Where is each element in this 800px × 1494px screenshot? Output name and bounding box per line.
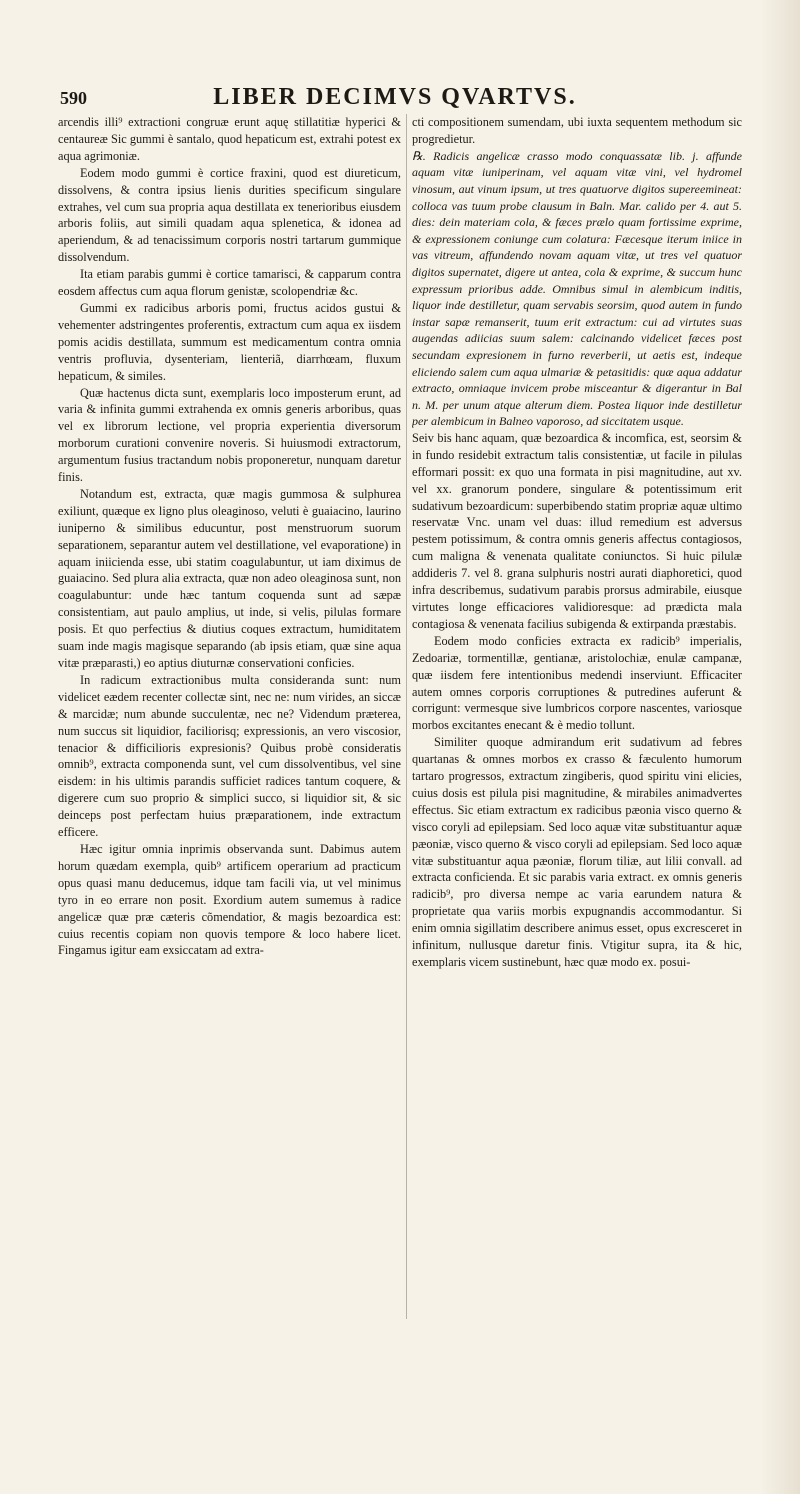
right-column-paragraph: ℞. Radicis angelicæ crasso modo conquassatæ lib. j. affunde aquam vitæ iuniperinam, vel aquam vitæ vini, vel hydromel vinosum, aut vinum ipsum, ut tres quatuorve digitos supereemineat: colloca vas tuum probe clausum in Baln. Mar. calido per 4. aut 5. dies: dein materiam cola, & fæces prælo quam fortissime exprime, & expressionem coniunge cum colatura: Fæcesque iterum iniice in vas vitreum, affundendo novam aquam vitæ, ut tres vel quatuor digitos supernatet, digere ut antea, cola & exprime, & succum hunc expressum prioribus adde. Omnibus simul in alembicum inditis, liquor inde destilletur, quam servabis seorsim, quod autem in fundo instar sapæ remanserit, tuum erit extractum: cui ad virtutes suas augendas adiicias suum salem: calcinando videlicet fæces post secundam expresionem in furno reverberii, ut aetis est, indeque eliciendo salem cum aqua ulmariæ & petasitidis: quæ aqua addatur extracto, omniaque invicem probe misceantur & digerantur in Bal n. M. per unum atque alterum diem. Postea liquor inde destilletur per alembicum in Balneo vaporoso, ad siccitatem usque. <box>412 148 742 429</box>
right-column-paragraph: Seiv bis hanc aquam, quæ bezoardica & incomfica, est, seorsim & in fundo residebit extractum talis consistentiæ, ut facile in pilulas efformari possit: ex quo una formata in pisi magnitudine, aut xv. vel xx. granorum pondere, singulare & potentissimum erit sudativum bezoardicum: superbibendo statim propriæ aquæ ultimo reservatæ Vnc. unam vel duas: illud remedium est adversus pestem potissimum, & contra omnis generis affectus contagiosos, cum maligna & venenata qualitate coniunctos. Si huic pilulæ addideris 7. vel 8. grana sulphuris nostri aurati diaphoretici, quod infra describemus, sudativum parabis prorsus admirabile, eiusque virtutes longe efficaciores validioresque: ad prædicta mala contagiosa & venenata facilius subigenda & extirpanda præstabis. <box>412 430 742 631</box>
left-column-paragraph: Hæc igitur omnia inprimis observanda sunt. Dabimus autem horum quædam exempla, quib⁹ artificem operarium ad practicum opus quasi manu deducemus, idque tam facili via, ut vel minimus tyro in eo errare non posit. Exordium autem sumemus à radice angelicæ quæ præ cæteris cõmendatior, & magis bezoardica est: cuius recentis copiam non quovis tempore & loco habere licet. Fingamus igitur eam exsiccatam ad extra- <box>58 841 401 958</box>
left-column-paragraph: Notandum est, extracta, quæ magis gummosa & sulphurea exiliunt, quæque ex ligno plus oleaginoso, veluti è guaiacino, laurino iuniperno & similibus educuntur, post menstruorum suorum separationem, separantur autem vel destillatione, vel evaporatione) in aquam iniicienda esse, ubi statim coagulabuntur, ut iam diximus de guaiacino. Sed plura alia extracta, quæ non adeo oleaginosa sunt, non coagulabuntur: unde hæc tantum coquenda sunt ad sæpæ consistentiam, aut paulo amplius, ut inde, si velis, pilulas formare posis. Et quo perfectius & diutius coques extractum, humiditatem suam inde magis magisque separando (ab ipsis etiam, quæ sine aqua vitæ præparasti,) eo aptius diuturnæ conservationi conficies. <box>58 486 401 670</box>
right-column-paragraph: Similiter quoque admirandum erit sudativum ad febres quartanas & omnes morbos ex crasso & fæculento humorum tartaro progressos, extractum zingiberis, quod spiritu vini elicies, cuius dosis est pilula pisi magnitudine, & mirabiles animadvertes effectus. Sic etiam extractum ex radicibus pæonia visco querno & visco coryli ad epilepsiam. Sed loco aquæ vitæ substituantur aquæ pæoniæ, visco querno & visco coryli ad epilepsiam. Sed loco aquæ vitæ substituantur aqua pæoniæ, florum tiliæ, aut lilii convall. ad extracta conficienda. Et sic parabis varia extract. ex omnis generis radicib⁹, pro diversa nempe ac varia earundem natura & proprietate qua variis morbis expugnandis accommodantur. Si enim omnia sigillatim describere animus esset, opus excresceret in infinitum, nullusque daretur finis. Vtigitur supra, ita & hic, exemplaris vicem sustinebunt, hæc quæ modo ex. posui- <box>412 735 742 969</box>
left-column <box>58 114 401 1319</box>
left-column-paragraph: Ita etiam parabis gummi è cortice tamarisci, & capparum contra eosdem affectus cum aqua florum genistæ, scolopendriæ &c. <box>58 267 401 299</box>
running-head <box>60 84 730 114</box>
right-column <box>412 114 742 1319</box>
column-divider <box>406 114 407 1319</box>
right-column-paragraph: cti compositionem sumendam, ubi iuxta sequentem methodum sic progredietur. <box>412 115 742 146</box>
running-title: LIBER DECIMVS QVARTVS. <box>213 84 577 110</box>
left-column-paragraph: Quæ hactenus dicta sunt, exemplaris loco imposterum erunt, ad varia & infinita gummi extrahenda ex omnis generis arboribus, quas vel ex librorum lectione, vel propria experientia diversorum morborum curationi convenire noveris. Si huiusmodi extractorum, argumentum fusius tractandum nobis proponeretur, nunquam daretur finis. <box>58 385 401 485</box>
page-number: 590 <box>60 88 87 108</box>
page-edge-shadow <box>760 0 800 1494</box>
left-column-paragraph: Eodem modo gummi è cortice fraxini, quod est diureticum, dissolvens, & contra ipsius lienis durities specificum singulare extrahes, vel cum sua propria aqua destillata ex tenerioribus eiusdem arboris foliis, aut simili quadam aqua splenetica, & idonea ad aperiendum, & ad tenacissimum corporis nostri tartarum gummique dissolvendum. <box>58 165 401 265</box>
left-column-paragraph: arcendis illi⁹ extractioni congruæ erunt aquę stillatitiæ hyperici & centaureæ Sic gummi è santalo, quod hepaticum est, extrahi potest ex aqua agrimoniæ. <box>58 115 401 163</box>
left-column-paragraph: Gummi ex radicibus arboris pomi, fructus acidos gustui & vehementer adstringentes proferentis, extractum cum aqua ex iisdem pomis acidis destillata, summum est medicamentum contra omnia ventris profluvia, dysenteriam, lienteriã, diarrhœam, fluxum hepaticum, & similes. <box>58 300 401 383</box>
right-column-paragraph: Eodem modo conficies extracta ex radicib⁹ imperialis, Zedoariæ, tormentillæ, gentianæ, aristolochiæ, enulæ campanæ, quæ iisdem fere intentionibus medendi inserviunt. Efficaciter autem omnes corporis corruptiones & putredines auferunt & corrigunt: vermesque sive lumbricos corpore nascentes, variosque morbos excitantes enecant & è medio tollunt. <box>412 633 742 733</box>
left-column-paragraph: In radicum extractionibus multa consideranda sunt: num videlicet eædem recenter collectæ sint, nec ne: num virides, an siccæ & marcidæ; num abunde succulentæ, nec ne? Videndum præterea, num succus sit liquidior, faciliorisq; expressionis, an vero viscosior, tenacior & difficilioris expresionis? Quibus probè consideratis omnib⁹, extracta componenda sunt, vel cum dissolventibus, vel sine eisdem: in his ultimis parandis sufficiet radices tantum coquere, & digerere cum suo proprio & simplici succo, si liquidior sit, & sic deinceps post perfectam huius præparationem, inde extractum efficere. <box>58 672 401 840</box>
